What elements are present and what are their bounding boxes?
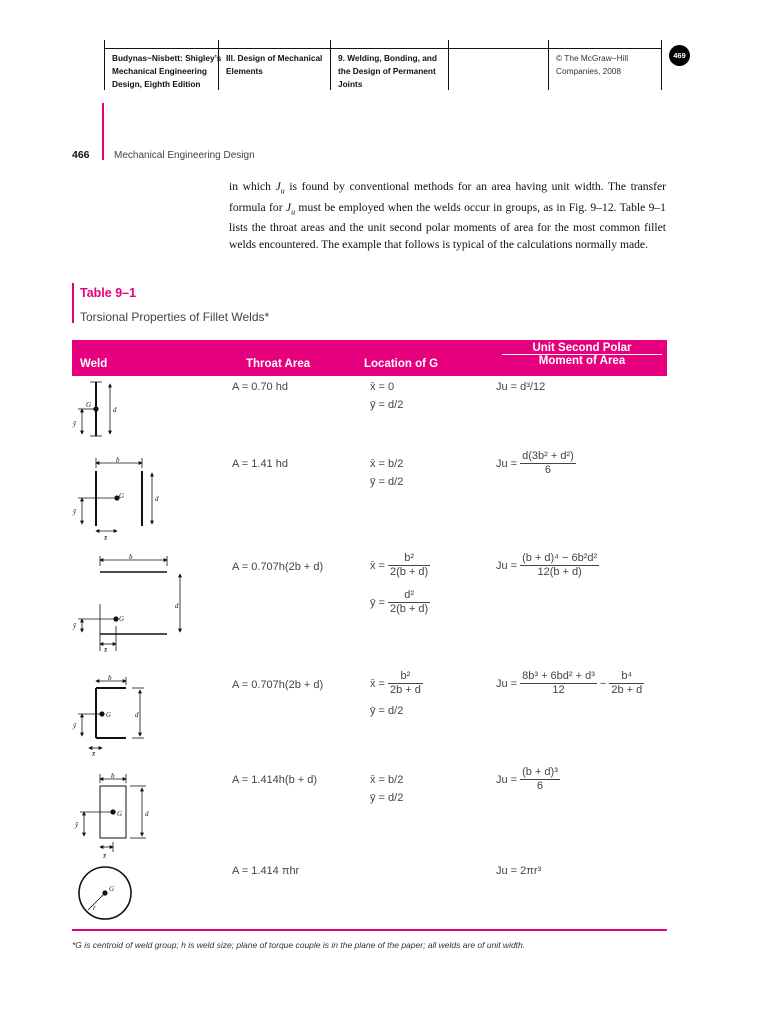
header-part bbox=[226, 52, 322, 78]
weld-diagram-1 bbox=[78, 382, 110, 436]
weld-diagrams bbox=[72, 376, 222, 926]
diagram-label-b: b bbox=[111, 772, 115, 780]
ybar-lhs: ȳ = bbox=[370, 596, 385, 609]
ju-lhs: Ju = bbox=[496, 865, 521, 877]
diagram-label-ybar: ȳ bbox=[73, 508, 77, 516]
ju-denominator: 12 bbox=[552, 684, 565, 696]
xbar-numerator: b² bbox=[388, 552, 430, 566]
running-title: Mechanical Engineering Design bbox=[114, 150, 255, 161]
polar-moment-row-3 bbox=[496, 552, 599, 579]
ju-fraction bbox=[520, 552, 599, 579]
column-header-throat-area: Throat Area bbox=[246, 358, 311, 370]
symbol-ju-sub: u bbox=[291, 206, 296, 216]
text-run: in which bbox=[229, 180, 276, 193]
header-book-title bbox=[112, 52, 221, 91]
weld-diagram-5 bbox=[80, 774, 146, 852]
weld-diagram-3 bbox=[78, 556, 180, 651]
diagram-label-xbar: x̄ bbox=[104, 646, 108, 654]
header-divider bbox=[330, 40, 331, 90]
xbar-row-5: x̄ = b/2 bbox=[370, 774, 404, 786]
xbar-lhs: x̄ = bbox=[370, 677, 385, 690]
throat-area-row-6: A = 1.414 πhr bbox=[232, 865, 300, 877]
page-number-badge: 469 bbox=[669, 45, 690, 66]
diagram-label-g: G bbox=[119, 492, 125, 500]
symbol-ju-sub: u bbox=[280, 186, 285, 196]
diagram-label-xbar: x̄ bbox=[103, 852, 107, 860]
diagram-label-d: d bbox=[135, 711, 139, 719]
xbar-row-3 bbox=[370, 552, 430, 579]
ybar-row-5: ȳ = d/2 bbox=[370, 792, 404, 804]
symbol-ju: J bbox=[285, 200, 292, 214]
ju-lhs: Ju = bbox=[496, 381, 521, 393]
diagram-label-d: d bbox=[145, 810, 149, 818]
xbar-row-1: x̄ = 0 bbox=[370, 381, 395, 393]
ybar-row-4: ȳ = d/2 bbox=[370, 705, 404, 717]
ju-fraction bbox=[520, 766, 560, 793]
xbar-lhs: x̄ = bbox=[370, 559, 385, 572]
throat-area-row-4: A = 0.707h(2b + d) bbox=[232, 679, 324, 691]
ju-value: 2πr³ bbox=[520, 865, 542, 877]
header-line: Unit Second Polar bbox=[502, 342, 662, 355]
ju-denominator: 6 bbox=[544, 464, 551, 476]
xbar-denominator: 2b + d bbox=[389, 684, 421, 696]
diagram-label-b: b bbox=[129, 553, 133, 561]
column-header-unit-moment bbox=[502, 342, 662, 367]
ju-minus: − bbox=[599, 677, 607, 690]
xbar-fraction bbox=[388, 552, 430, 579]
xbar-numerator: b² bbox=[388, 670, 423, 684]
header-chapter bbox=[338, 52, 437, 91]
header-copyright bbox=[556, 52, 628, 78]
diagram-label-g: G bbox=[86, 401, 92, 409]
header-line: the Design of Permanent bbox=[338, 66, 436, 76]
header-line: 9. Welding, Bonding, and bbox=[338, 53, 437, 63]
ju-value: d³/12 bbox=[520, 381, 546, 393]
weld-diagram-6 bbox=[79, 867, 131, 919]
ybar-denominator: 2(b + d) bbox=[389, 603, 429, 615]
ju-fraction-1 bbox=[520, 670, 597, 697]
table-label: Table 9–1 bbox=[80, 286, 137, 300]
ju-fraction bbox=[520, 450, 576, 477]
table-bottom-rule bbox=[72, 929, 667, 931]
text-run: is found by conventional methods for an area having unit width. The transfer formula for bbox=[229, 180, 666, 214]
xbar-fraction bbox=[388, 670, 423, 697]
ju-lhs: Ju = bbox=[496, 457, 518, 470]
header-line: Companies, 2008 bbox=[556, 66, 622, 76]
diagram-label-d: d bbox=[175, 602, 179, 610]
diagram-label-b: b bbox=[108, 674, 112, 682]
body-paragraph bbox=[229, 179, 666, 253]
diagram-label-ybar: ȳ bbox=[75, 821, 79, 829]
polar-moment-row-5 bbox=[496, 766, 560, 793]
header-line: Budynas−Nisbett: Shigley’s bbox=[112, 53, 222, 63]
diagram-label-ybar: ȳ bbox=[73, 420, 77, 428]
ybar-fraction bbox=[388, 589, 430, 616]
header-divider bbox=[661, 40, 662, 90]
diagram-label-g: G bbox=[119, 615, 125, 623]
header-divider bbox=[448, 40, 449, 90]
header-divider bbox=[548, 40, 549, 90]
ju-lhs: Ju = bbox=[496, 773, 518, 786]
diagram-label-xbar: x̄ bbox=[104, 534, 108, 542]
polar-moment-row-6 bbox=[496, 865, 541, 877]
header-line: Mechanical Engineering bbox=[112, 66, 207, 76]
ju-denominator: 6 bbox=[536, 780, 544, 792]
ju-denominator: 12(b + d) bbox=[537, 566, 582, 578]
header-line: Moment of Area bbox=[538, 355, 626, 367]
table-header bbox=[72, 340, 667, 376]
xbar-row-4 bbox=[370, 670, 423, 697]
header-line: Elements bbox=[226, 66, 263, 76]
header-line: Joints bbox=[338, 79, 363, 89]
xbar-denominator: 2(b + d) bbox=[389, 566, 429, 578]
header-divider bbox=[104, 40, 105, 90]
diagram-label-d: d bbox=[155, 495, 159, 503]
diagram-label-r: r bbox=[93, 904, 96, 912]
diagram-label-xbar: x̄ bbox=[92, 750, 96, 758]
throat-area-row-2: A = 1.41 hd bbox=[232, 458, 288, 470]
header-rule bbox=[104, 48, 662, 49]
xbar-row-2: x̄ = b/2 bbox=[370, 458, 404, 470]
table-caption: Torsional Properties of Fillet Welds* bbox=[80, 310, 270, 324]
throat-area-row-5: A = 1.414h(b + d) bbox=[232, 774, 318, 786]
ju-numerator: d(3b² + d²) bbox=[522, 450, 574, 462]
ju-lhs: Ju = bbox=[496, 559, 518, 572]
ybar-row-3 bbox=[370, 589, 430, 616]
diagram-label-d: d bbox=[113, 406, 117, 414]
polar-moment-row-2 bbox=[496, 450, 576, 477]
ju-numerator: (b + d)⁴ − 6b²d² bbox=[522, 552, 598, 564]
polar-moment-row-1 bbox=[496, 381, 545, 393]
ju-denominator: 2b + d bbox=[611, 684, 643, 696]
header-line: Design, Eighth Edition bbox=[112, 79, 201, 89]
ju-numerator: b⁴ bbox=[609, 670, 644, 684]
header-line: © The McGraw−Hill bbox=[556, 53, 629, 63]
throat-area-row-3: A = 0.707h(2b + d) bbox=[232, 561, 324, 573]
ybar-row-1: ȳ = d/2 bbox=[370, 399, 404, 411]
diagram-label-ybar: ȳ bbox=[73, 622, 77, 630]
ju-lhs: Ju = bbox=[496, 677, 518, 690]
diagram-label-g: G bbox=[106, 711, 112, 719]
ju-fraction-2 bbox=[609, 670, 644, 697]
polar-moment-row-4 bbox=[496, 670, 644, 697]
header-line: III. Design of Mechanical bbox=[226, 53, 323, 63]
ju-numerator: 8b³ + 6bd² + d³ bbox=[522, 670, 595, 682]
table-footnote: *G is centroid of weld group; h is weld size; plane of torque couple is in the plane of the paper; all welds are of unit width. bbox=[72, 940, 526, 950]
text-run: must be employed when the welds occur in groups, as in Fig. 9–12. Table 9–1 lists the throat areas and the unit second polar moments of area for the most common fillet welds encountered. The example that follows is typical of the calculations normally made. bbox=[229, 200, 666, 251]
diagram-label-g: G bbox=[117, 810, 123, 818]
ju-numerator: (b + d)³ bbox=[522, 766, 558, 778]
folio-number: 466 bbox=[72, 149, 90, 161]
diagram-label-b: b bbox=[116, 456, 120, 464]
column-header-location: Location of G bbox=[364, 358, 439, 370]
ybar-numerator: d² bbox=[388, 589, 430, 603]
weld-diagram-2 bbox=[78, 458, 152, 531]
folio-bar bbox=[102, 103, 104, 160]
column-header-weld: Weld bbox=[80, 358, 108, 370]
ybar-row-2: ȳ = d/2 bbox=[370, 476, 404, 488]
diagram-label-ybar: ȳ bbox=[73, 722, 77, 730]
diagram-label-g: G bbox=[109, 885, 115, 893]
table-label-bar bbox=[72, 283, 74, 323]
symbol-ju: J bbox=[275, 180, 281, 193]
throat-area-row-1: A = 0.70 hd bbox=[232, 381, 288, 393]
